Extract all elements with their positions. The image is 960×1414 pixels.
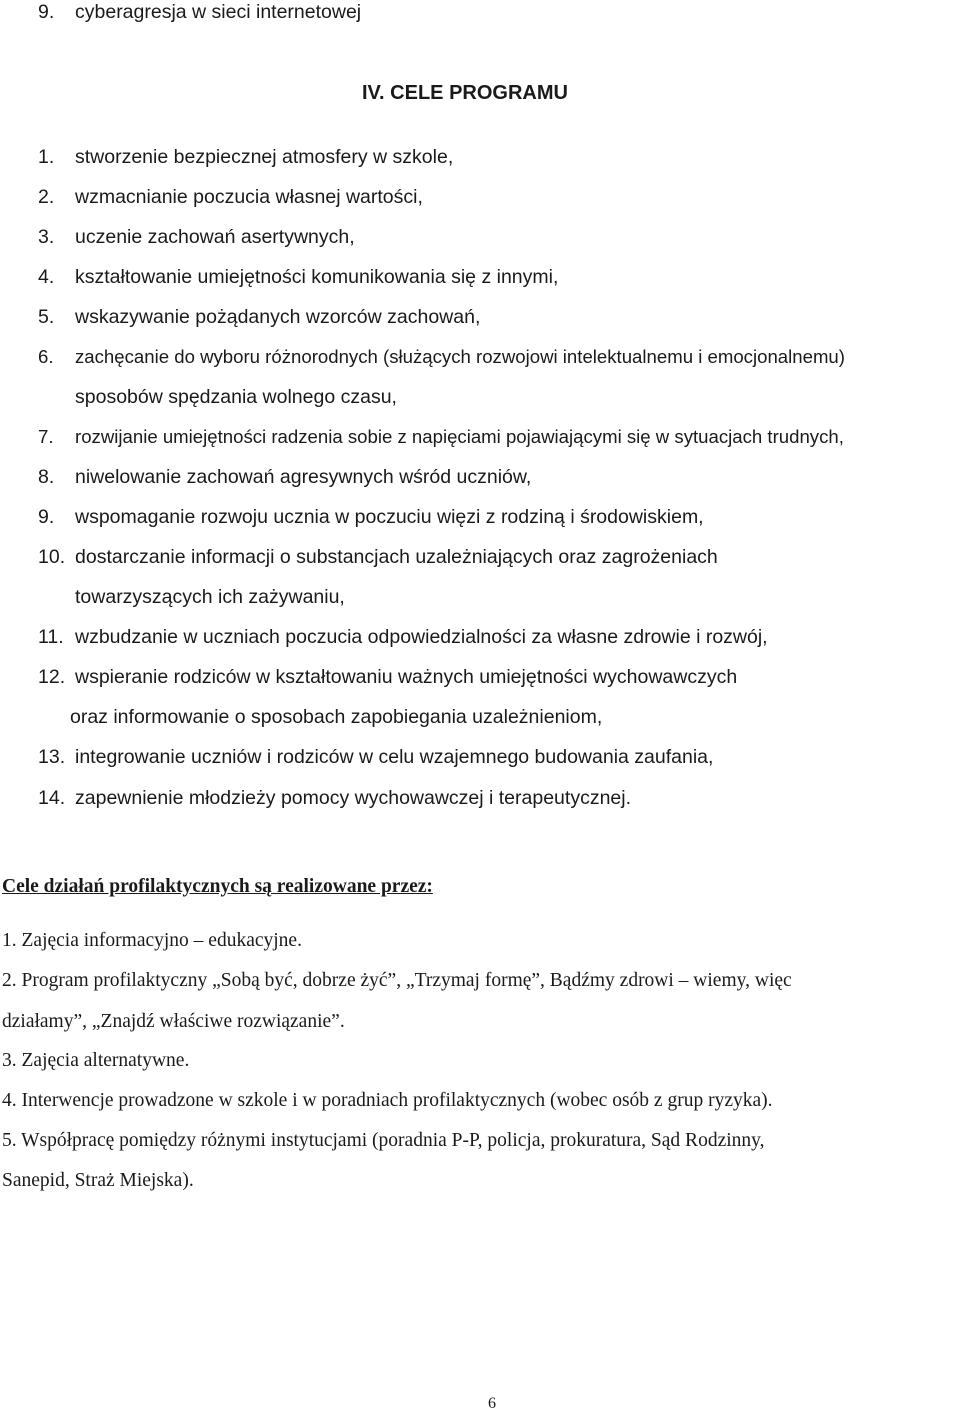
goal-number: 13.: [38, 746, 66, 768]
goal-text: niwelowanie zachowań agresywnych wśród uczniów,: [75, 466, 532, 488]
goal-text: integrowanie uczniów i rodziców w celu wzajemnego budowania zaufania,: [75, 746, 714, 768]
list-text: cyberagresja w sieci internetowej: [75, 1, 362, 23]
goal-number: 1.: [38, 146, 55, 168]
goal-number: 10.: [38, 546, 66, 568]
goal-item: [38, 745, 713, 769]
realization-item: 5. Współpracę pomiędzy różnymi instytucjami (poradnia P-P, policja, prokuratura, Sąd Rodzinny,: [2, 1130, 765, 1151]
page-number: 6: [488, 1395, 496, 1412]
goal-continuation: sposobów spędzania wolnego czasu,: [75, 386, 397, 408]
goal-item: [38, 786, 631, 810]
goal-number: 12.: [38, 666, 66, 688]
goal-item: [38, 545, 718, 569]
goal-text: uczenie zachowań asertywnych,: [75, 226, 355, 248]
goal-text: rozwijanie umiejętności radzenia sobie z napięciami pojawiającymi się w sytuacjach trudnych,: [75, 426, 844, 447]
goal-item: [38, 265, 558, 289]
goal-number: 2.: [38, 186, 55, 208]
goal-text: stworzenie bezpiecznej atmosfery w szkole,: [75, 146, 454, 168]
goal-item: [38, 185, 423, 209]
goal-text: wspieranie rodziców w kształtowaniu ważnych umiejętności wychowawczych: [75, 666, 738, 688]
realization-item: 3. Zajęcia alternatywne.: [2, 1050, 190, 1071]
goal-number: 6.: [38, 346, 54, 367]
goal-text: wzmacnianie poczucia własnej wartości,: [75, 186, 423, 208]
goal-number: 4.: [38, 266, 55, 288]
goal-item: [38, 465, 531, 489]
goal-item: [38, 225, 355, 249]
goal-item: [38, 505, 704, 529]
goal-number: 7.: [38, 426, 54, 447]
goal-item: [38, 425, 844, 449]
goal-number: 5.: [38, 306, 55, 328]
top-list-item: [38, 0, 361, 24]
goal-text: zachęcanie do wyboru różnorodnych (służących rozwojowi intelektualnemu i emocjonalnemu): [75, 346, 845, 367]
goal-text: dostarczanie informacji o substancjach uzależniających oraz zagrożeniach: [75, 546, 718, 568]
goal-number: 11.: [38, 626, 64, 648]
goal-number: 14.: [38, 787, 66, 809]
goal-number: 3.: [38, 226, 55, 248]
goal-item: [38, 625, 768, 649]
goal-continuation: towarzyszących ich zażywaniu,: [75, 586, 345, 608]
list-number: 9.: [38, 1, 55, 23]
realization-item: 4. Interwencje prowadzone w szkole i w poradniach profilaktycznych (wobec osób z grup ryzyka).: [2, 1090, 773, 1111]
realization-item: 2. Program profilaktyczny „Sobą być, dobrze żyć”, „Trzymaj formę”, Bądźmy zdrowi – wiemy, więc: [2, 970, 792, 991]
goal-item: [38, 665, 737, 689]
realization-continuation: Sanepid, Straż Miejska).: [2, 1170, 194, 1191]
goal-text: kształtowanie umiejętności komunikowania się z innymi,: [75, 266, 559, 288]
section-heading: IV. CELE PROGRAMU: [362, 82, 568, 104]
goal-item: [38, 145, 453, 169]
goal-continuation: oraz informowanie o sposobach zapobiegania uzależnieniom,: [70, 706, 603, 728]
goal-text: wskazywanie pożądanych wzorców zachowań,: [75, 306, 481, 328]
goal-item: [38, 345, 845, 369]
goal-item: [38, 305, 480, 329]
realization-continuation: działamy”, „Znajdź właściwe rozwiązanie”.: [2, 1011, 345, 1032]
goal-text: wspomaganie rozwoju ucznia w poczuciu więzi z rodziną i środowiskiem,: [75, 506, 704, 528]
goal-text: wzbudzanie w uczniach poczucia odpowiedzialności za własne zdrowie i rozwój,: [75, 626, 768, 648]
goal-text: zapewnienie młodzieży pomocy wychowawczej i terapeutycznej.: [75, 787, 632, 809]
realization-heading: Cele działań profilaktycznych są realizowane przez:: [2, 876, 433, 897]
goal-number: 8.: [38, 466, 55, 488]
goal-number: 9.: [38, 506, 55, 528]
realization-item: 1. Zajęcia informacyjno – edukacyjne.: [2, 930, 302, 951]
